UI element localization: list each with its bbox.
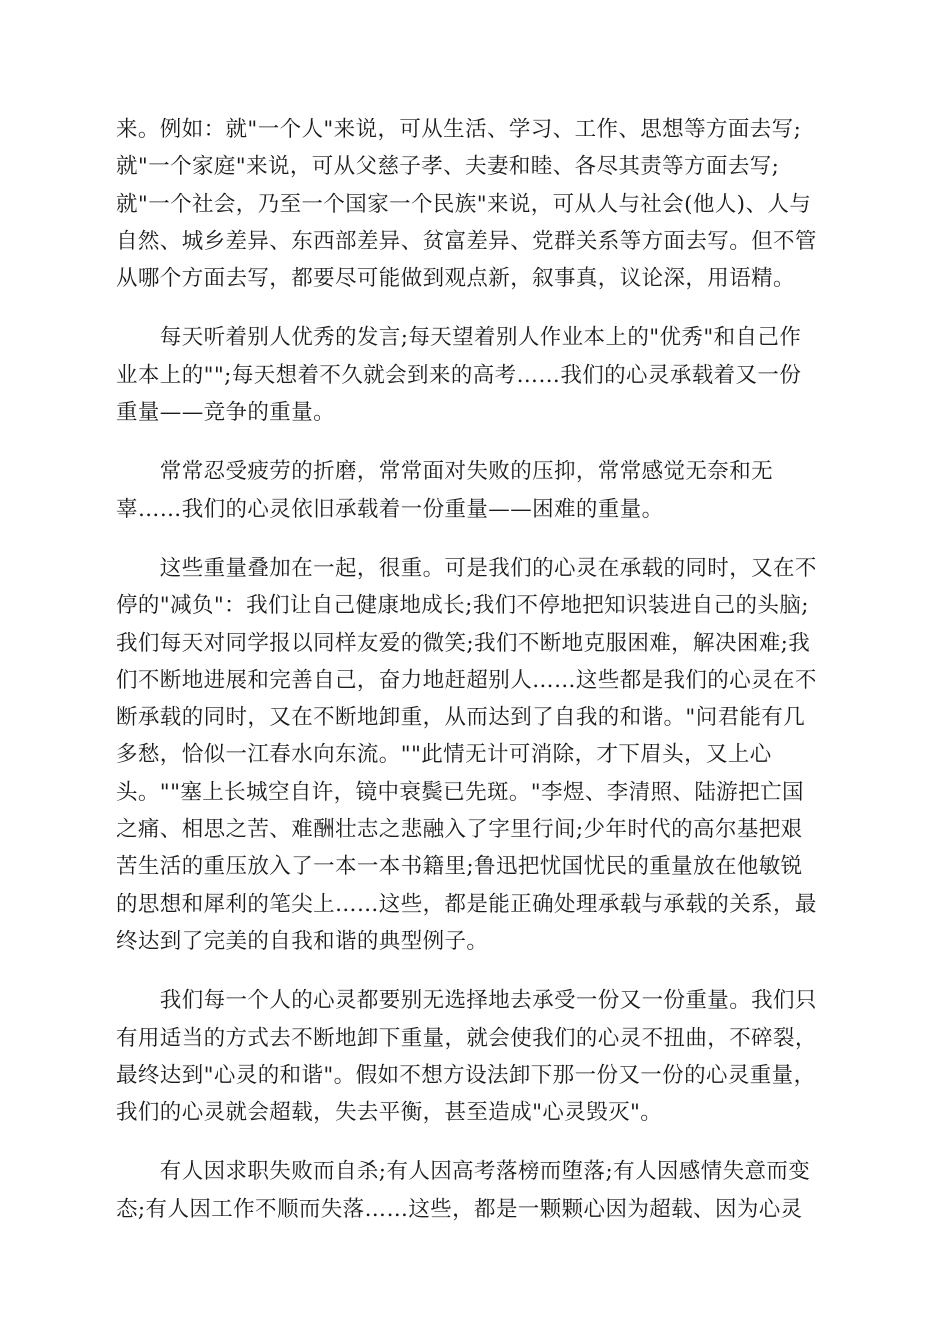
paragraph-6 (116, 1153, 836, 1228)
text-line: 有人因求职失败而自杀;有人因高考落榜而堕落;有人因感情失意而变 (116, 1159, 811, 1185)
document-body (116, 111, 836, 1250)
text-line: 业本上的"";每天想着不久就会到来的高考……我们的心灵承载着又一份 (116, 362, 802, 388)
text-line: 之痛、相思之苦、难酬壮志之悲融入了字里行间;少年时代的高尔基把艰 (116, 817, 803, 843)
text-line: 有用适当的方式去不断地卸下重量，就会使我们的心灵不扭曲，不碎裂， (116, 1025, 817, 1051)
paragraph-2 (116, 319, 836, 431)
text-line: 就"一个社会，乃至一个国家一个民族"来说，可从人与社会(他人)、人与 (116, 191, 812, 217)
text-line: 就"一个家庭"来说，可从父慈子孝、夫妻和睦、各尽其责等方面去写; (116, 154, 780, 180)
text-line: 辜……我们的心灵依旧承载着一份重量——困难的重量。 (116, 496, 664, 522)
text-line: 每天听着别人优秀的发言;每天望着别人作业本上的"优秀"和自己作 (116, 325, 802, 351)
text-line: 断承载的同时，又在不断地卸重，从而达到了自我的和谐。"问君能有几 (116, 705, 806, 731)
paragraph-4 (116, 550, 836, 960)
text-line: 最终达到"心灵的和谐"。假如不想方设法卸下那一份又一份的心灵重量， (116, 1062, 816, 1088)
text-line: 自然、城乡差异、东西部差异、贫富差异、党群关系等方面去写。但不管 (116, 228, 817, 254)
text-line: 态;有人因工作不顺而失落……这些，都是一颗颗心因为超载、因为心灵 (116, 1196, 803, 1222)
paragraph-3 (116, 453, 836, 528)
text-line: 我们每一个人的心灵都要别无选择地去承受一份又一份重量。我们只 (116, 988, 817, 1014)
text-line: 停的"减负"：我们让自己健康地成长;我们不停地把知识装进自己的头脑; (116, 593, 809, 619)
text-line: 我们每天对同学报以同样友爱的微笑;我们不断地克服困难，解决困难;我 (116, 630, 811, 656)
text-line: 来。例如：就"一个人"来说，可从生活、学习、工作、思想等方面去写; (116, 117, 802, 142)
text-line: 重量——竞争的重量。 (116, 400, 336, 426)
text-line: 多愁，恰似一江春水向东流。""此情无计可消除，才下眉头，又上心 (116, 742, 772, 768)
text-line: 终达到了完美的自我和谐的典型例子。 (116, 928, 489, 954)
text-line: 常常忍受疲劳的折磨，常常面对失败的压抑，常常感觉无奈和无 (116, 459, 774, 485)
text-line: 苦生活的重压放入了一本一本书籍里;鲁迅把忧国忧民的重量放在他敏锐 (116, 854, 803, 880)
paragraph-5 (116, 982, 836, 1131)
text-line: 头。""塞上长城空自许，镜中衰鬓已先斑。"李煜、李清照、陆游把亡国 (116, 779, 804, 805)
paragraph-1 (116, 111, 836, 297)
text-line: 的思想和犀利的笔尖上……这些，都是能正确处理承载与承载的关系，最 (116, 891, 817, 917)
text-line: 这些重量叠加在一起，很重。可是我们的心灵在承载的同时，又在不 (116, 555, 817, 581)
text-line: 我们的心灵就会超载，失去平衡，甚至造成"心灵毁灭"。 (116, 1100, 663, 1126)
text-line: 们不断地进展和完善自己，奋力地赶超别人……这些都是我们的心灵在不 (116, 667, 817, 693)
text-line: 从哪个方面去写，都要尽可能做到观点新，叙事真，议论深，用语精。 (116, 266, 795, 292)
